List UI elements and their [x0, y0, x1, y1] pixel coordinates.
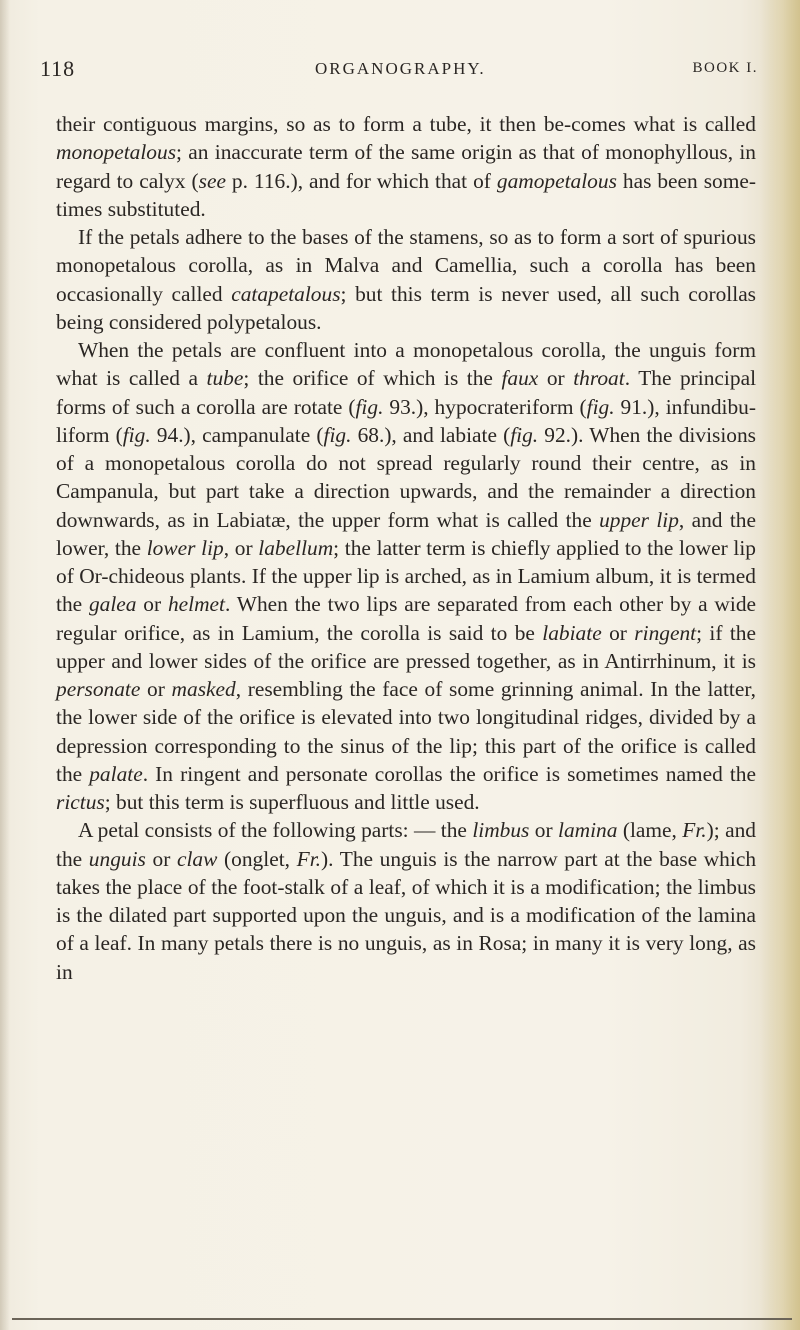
italic-term: faux [501, 366, 539, 391]
page-bottom-rule [12, 1318, 792, 1320]
paragraph-4 [56, 816, 756, 986]
text-run: or [538, 366, 574, 391]
text-run: . When the two lips are separated from each other by a wide regular orifice, as in Lamium, the corolla is said to be [56, 592, 757, 645]
text-run: 94.), campanulate ( [150, 422, 324, 447]
book-label: BOOK I. [692, 60, 758, 76]
text-run: ). The unguis is the narrow part at the base which takes the place of the foot-stalk of a leaf, of which it is a modification; the limbus is the dilated part supported upon the unguis, and is a modification of the lamina of a leaf. In many petals there is no unguis, as in Rosa; in many it is very long, as in [56, 846, 757, 984]
italic-term: personate [56, 677, 141, 701]
text-run: ; but this term is never used, all such corollas being considered polypetalous. [56, 281, 757, 334]
text-run: ; the latter term is chiefly applied to the lower lip of Or-chideous plants. If the upper lip is arched, as in Lamium album, it is termed the [56, 535, 756, 617]
text-run: or [145, 846, 177, 871]
italic-term: claw [176, 846, 218, 871]
italic-term: palate [89, 761, 143, 786]
text-run: ; but this term is superfluous and little used. [104, 790, 480, 814]
italic-term: limbus [472, 818, 530, 843]
italic-term: fig. [122, 422, 151, 447]
text-run: or [529, 818, 559, 843]
italic-term: unguis [88, 846, 146, 871]
text-run: When the petals are confluent into a monopetalous corolla, the unguis form what is called a [56, 338, 756, 391]
italic-term: throat [573, 366, 625, 391]
italic-term: galea [88, 592, 137, 617]
text-run: . In ringent and personate corollas the orifice is sometimes named the [142, 761, 756, 786]
italic-term: Fr. [682, 818, 707, 843]
page-number: 118 [40, 56, 76, 81]
italic-term: lower lip [146, 535, 224, 560]
body-text [56, 110, 756, 986]
italic-term: lamina [558, 818, 618, 843]
text-run: has been some-times substituted. [56, 168, 756, 221]
text-run: (onglet, [217, 846, 297, 871]
text-run: p. 116.), and for which that of [225, 168, 497, 193]
italic-term: fig. [323, 422, 352, 447]
italic-term: tube [206, 366, 244, 391]
paragraph-3 [56, 336, 756, 816]
italic-term: fig. [586, 394, 615, 419]
page-edge-stain [760, 0, 800, 1330]
text-run: (lame, [617, 818, 683, 843]
text-run: ; if the upper and lower sides of the orifice are pressed together, as in Antirrhinum, it is [56, 620, 756, 673]
running-header [40, 56, 760, 86]
italic-term: upper lip [599, 507, 679, 532]
text-run: A petal consists of the following parts: — the [78, 818, 473, 843]
text-run: 93.), hypocrateriform ( [383, 394, 587, 419]
italic-term: masked [171, 677, 236, 701]
text-run: or [601, 620, 635, 645]
italic-term: labiate [542, 620, 602, 645]
italic-term: gamopetalous [496, 168, 617, 193]
italic-term: rictus [56, 790, 105, 814]
text-run: , or [223, 535, 259, 560]
text-run: their contiguous margins, so as to form a tube, it then be-comes what is called [56, 112, 756, 136]
text-run: ); and the [56, 818, 757, 871]
running-title: ORGANOGRAPHY. [315, 59, 486, 78]
italic-term: helmet [167, 592, 225, 617]
italic-term: monopetalous [56, 140, 177, 165]
italic-term: catapetalous [231, 281, 341, 306]
text-run: . The principal forms of such a corolla are rotate ( [56, 366, 757, 419]
text-run: 91.), infundibu-liform ( [56, 394, 756, 447]
italic-term: labellum [258, 535, 334, 560]
paragraph-2 [56, 223, 756, 336]
text-run: , resembling the face of some grinning animal. In the latter, the lower side of the orifice is elevated into two longitudinal ridges, divided by a depression corresponding to the sinus of the lip; this part of the orifice is called the [56, 677, 756, 786]
text-run: , and the lower, the [56, 507, 756, 560]
text-run: or [140, 677, 172, 701]
paragraph-1 [56, 110, 756, 223]
text-run: 92.). When the divisions of a monopetalous corolla do not spread regularly round their centre, as in Campanula, but part take a direction upwards, and the remainder a direction downwards, as in Labiatæ, the upper form what is called the [56, 422, 756, 532]
italic-term: see [198, 168, 226, 193]
page-gutter-shadow [0, 0, 10, 1330]
text-run: ; an inaccurate term of the same origin as that of monophyllous, in regard to calyx ( [56, 140, 756, 193]
italic-term: Fr. [296, 846, 322, 871]
text-run: or [136, 592, 168, 617]
text-run: If the petals adhere to the bases of the stamens, so as to form a sort of spurious monopetalous corolla, as in Malva and Camellia, such a corolla has been occasionally called [56, 225, 756, 306]
text-run: 68.), and labiate ( [351, 422, 511, 447]
text-run: ; the orifice of which is the [243, 366, 502, 391]
italic-term: fig. [355, 394, 384, 419]
italic-term: ringent [634, 620, 697, 645]
italic-term: fig. [510, 422, 539, 447]
